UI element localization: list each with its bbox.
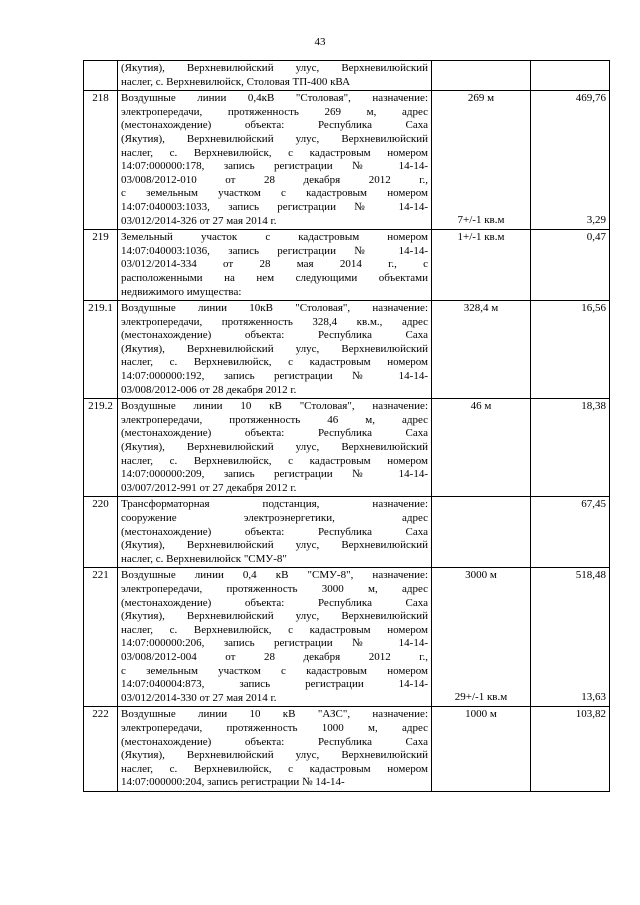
description-line: Воздушные линии 10 кВ "АЗС", назначение: — [121, 708, 428, 721]
value-amount: 469,76 — [575, 92, 606, 105]
description-line: сооружение электроэнергетики, адрес — [121, 512, 428, 524]
item-description — [118, 91, 432, 230]
table-row — [84, 568, 610, 707]
item-number — [84, 61, 118, 91]
item-description — [118, 61, 432, 91]
value-amount: 67,45 — [581, 498, 606, 511]
item-number: 221 — [84, 568, 118, 707]
item-value — [531, 61, 610, 91]
land-plot-size: 29+/-1 кв.м — [454, 690, 508, 703]
description-line: наслег, с. Верхневилюйск "СМУ-8" — [121, 552, 287, 565]
item-number: 218 — [84, 91, 118, 230]
description-line: 03/012/2014-326 от 27 мая 2014 г. — [121, 214, 277, 227]
description-line: 14:07:000000:209, запись регистрации № 14-14- — [121, 468, 428, 481]
table-row — [84, 91, 610, 230]
description-line: 03/008/2012-004 от 28 декабря 2012 г., — [121, 650, 428, 663]
item-description — [118, 568, 432, 707]
description-line: электропередачи, протяженность 46 м, адрес — [121, 413, 428, 426]
item-description — [118, 301, 432, 399]
item-size — [432, 707, 531, 792]
item-number: 220 — [84, 497, 118, 568]
description-line: расположенными на нем следующими объектами — [121, 271, 428, 284]
description-line: 14:07:040004:873, запись регистрации 14-14- — [121, 678, 428, 691]
item-size — [432, 497, 531, 568]
description-line: недвижимого имущества: — [121, 285, 242, 298]
item-description — [118, 497, 432, 568]
value-amount: 0,47 — [586, 231, 606, 244]
description-line: 14:07:000000:204, запись регистрации № 14-14- — [121, 776, 345, 789]
table-row — [84, 230, 610, 301]
table-row — [84, 301, 610, 399]
description-line: наслег, с. Верхневилюйск, с кадастровым номером — [121, 146, 428, 159]
description-line: (Якутия), Верхневилюйский улус, Верхневилюйский — [121, 342, 428, 355]
item-value — [531, 91, 610, 230]
land-plot-value: 3,29 — [586, 213, 606, 226]
description-line: (Якутия), Верхневилюйский улус, Верхневилюйский — [121, 539, 428, 552]
item-value — [531, 399, 610, 497]
description-line: (Якутия), Верхневилюйский улус, Верхневилюйский — [121, 749, 428, 762]
item-size — [432, 301, 531, 399]
item-description — [118, 230, 432, 301]
description-line: 03/008/2012-006 от 28 декабря 2012 г. — [121, 383, 297, 396]
table-row — [84, 61, 610, 91]
table-row — [84, 399, 610, 497]
description-line: наслег, с. Верхневилюйск, с кадастровым номером — [121, 454, 428, 467]
description-line: 14:07:000000:192, запись регистрации № 14-14- — [121, 370, 428, 383]
item-size — [432, 230, 531, 301]
item-size — [432, 399, 531, 497]
item-number: 222 — [84, 707, 118, 792]
item-value — [531, 497, 610, 568]
page-number: 43 — [314, 36, 326, 48]
description-line: наслег, с. Верхневилюйск, с кадастровым номером — [121, 762, 428, 775]
item-value — [531, 568, 610, 707]
item-number: 219.2 — [84, 399, 118, 497]
item-number: 219.1 — [84, 301, 118, 399]
property-registry-table — [83, 60, 610, 792]
description-line: (Якутия), Верхневилюйский улус, Верхневилюйский — [121, 610, 428, 623]
description-line: Воздушные линии 10кВ "Столовая", назначение: — [121, 302, 428, 315]
description-line: с земельным участком с кадастровым номером — [121, 664, 428, 677]
description-line: (местонахождение) объекта: Республика Саха — [121, 735, 428, 748]
description-line: 03/012/2014-330 от 27 мая 2014 г. — [121, 691, 277, 704]
size-value: 328,4 м — [463, 302, 499, 315]
value-amount: 18,38 — [581, 400, 606, 413]
description-line: Трансформаторная подстанция, назначение: — [121, 498, 428, 511]
description-line: электропередачи, протяженность 1000 м, адрес — [121, 721, 428, 734]
description-line: наслег, с. Верхневилюйск, Столовая ТП-400 кВА — [121, 75, 351, 88]
registry-body — [84, 61, 610, 792]
description-line: Воздушные линии 0,4 кВ "СМУ-8", назначение: — [121, 569, 428, 582]
item-value — [531, 707, 610, 792]
value-amount: 103,82 — [575, 708, 606, 721]
value-amount: 518,48 — [575, 569, 606, 582]
item-size — [432, 568, 531, 707]
description-line: (Якутия), Верхневилюйский улус, Верхневилюйский — [121, 62, 428, 74]
size-value: 3000 м — [465, 569, 497, 582]
description-line: (Якутия), Верхневилюйский улус, Верхневилюйский — [121, 441, 428, 454]
description-line: 03/008/2012-010 от 28 декабря 2012 г., — [121, 173, 428, 186]
land-plot-value: 13,63 — [581, 690, 606, 703]
item-value — [531, 230, 610, 301]
description-line: 03/007/2012-991 от 27 декабря 2012 г. — [121, 481, 297, 494]
item-size — [432, 61, 531, 91]
item-size — [432, 91, 531, 230]
item-value — [531, 301, 610, 399]
description-line: электропередачи, протяженность 328,4 кв.м., адрес — [121, 315, 428, 328]
description-line: 03/012/2014-334 от 28 мая 2014 г., с — [121, 258, 428, 271]
description-line: 14:07:000000:178, запись регистрации № 14-14- — [121, 160, 428, 173]
item-description — [118, 399, 432, 497]
size-value: 1+/-1 кв.м — [457, 231, 505, 244]
description-line: электропередачи, протяженность 3000 м, адрес — [121, 582, 428, 595]
description-line: (местонахождение) объекта: Республика Саха — [121, 525, 428, 538]
description-line: (местонахождение) объекта: Республика Саха — [121, 427, 428, 440]
land-plot-size: 7+/-1 кв.м — [457, 213, 505, 226]
size-value: 269 м — [467, 92, 495, 105]
description-line: Воздушные линии 10 кВ "Столовая", назначение: — [121, 400, 428, 413]
description-line: (местонахождение) объекта: Республика Саха — [121, 119, 428, 132]
description-line: наслег, с. Верхневилюйск, с кадастровым номером — [121, 623, 428, 636]
description-line: с земельным участком с кадастровым номером — [121, 187, 428, 200]
description-line: 14:07:040003:1036, запись регистрации № 14-14- — [121, 244, 428, 257]
size-value: 1000 м — [465, 708, 497, 721]
table-row — [84, 497, 610, 568]
description-line: (местонахождение) объекта: Республика Саха — [121, 329, 428, 342]
description-line: электропередачи, протяженность 269 м, адрес — [121, 105, 428, 118]
item-description — [118, 707, 432, 792]
size-value: 46 м — [470, 400, 492, 413]
item-number: 219 — [84, 230, 118, 301]
table-row — [84, 707, 610, 792]
value-amount: 16,56 — [581, 302, 606, 315]
description-line: наслег, с. Верхневилюйск, с кадастровым номером — [121, 356, 428, 369]
description-line: 14:07:040003:1033, запись регистрации № 14-14- — [121, 200, 428, 213]
description-line: 14:07:000000:206, запись регистрации № 14-14- — [121, 637, 428, 650]
description-line: Земельный участок с кадастровым номером — [121, 231, 428, 244]
description-line: (местонахождение) объекта: Республика Саха — [121, 596, 428, 609]
description-line: Воздушные линии 0,4кВ "Столовая", назначение: — [121, 92, 428, 105]
description-line: (Якутия), Верхневилюйский улус, Верхневилюйский — [121, 132, 428, 145]
